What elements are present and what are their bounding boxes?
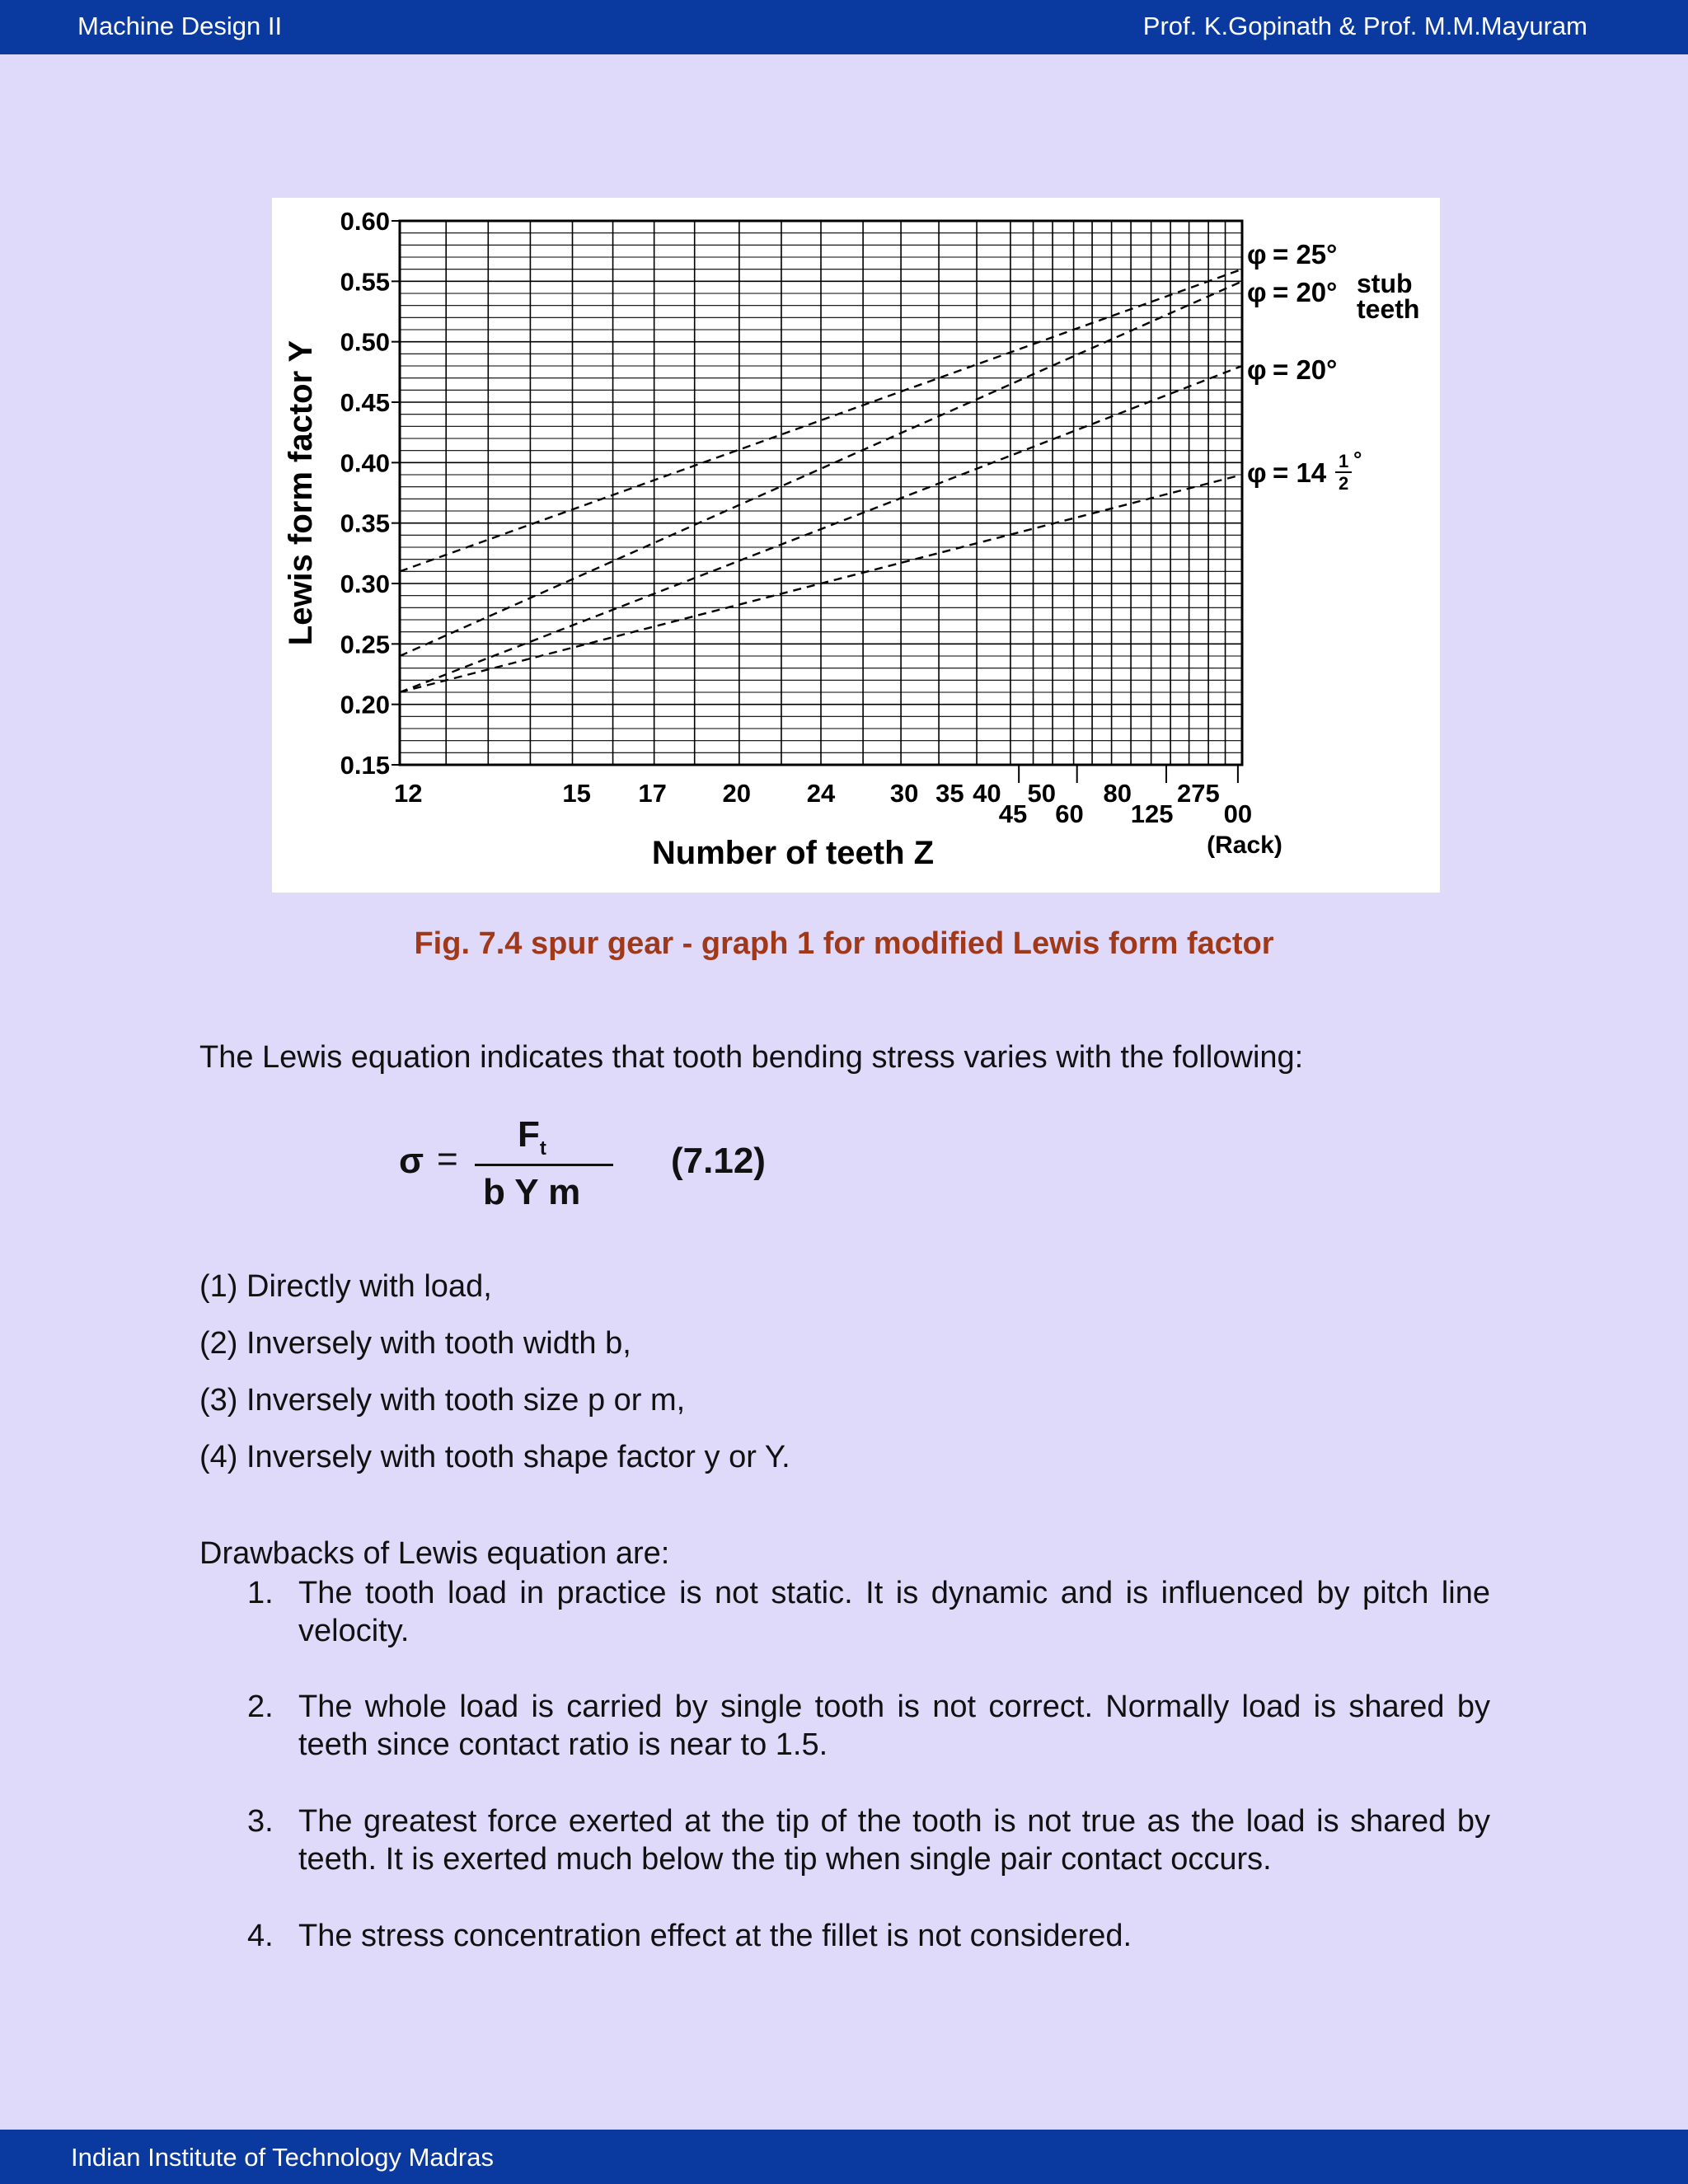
x-tick-label: 30 — [889, 779, 919, 808]
legend-phi14 — [1247, 447, 1362, 494]
x-tick-label: 20 — [722, 779, 752, 808]
phi14-label: = 14 — [1273, 457, 1327, 488]
phi14-degree: ° — [1353, 447, 1362, 471]
x-tick-label: 15 — [562, 779, 591, 808]
equation-denominator: b Y m — [483, 1172, 581, 1212]
y-axis-label: Lewis form factor Y — [283, 340, 319, 646]
x-tick-label: 80 — [1103, 779, 1132, 808]
legend-phi20-stub — [1247, 269, 1419, 324]
y-tick-label: 0.20 — [340, 690, 390, 719]
teeth-label: teeth — [1357, 294, 1420, 324]
y-tick-label: 0.35 — [340, 509, 390, 538]
equation-number: (7.12) — [671, 1141, 766, 1181]
x-tick-label: 45 — [998, 799, 1028, 828]
phi25-label: = 25° — [1273, 239, 1338, 269]
equation-sigma: σ — [399, 1141, 424, 1181]
variation-item: (4) Inversely with tooth shape factor y or Y. — [199, 1440, 790, 1474]
y-tick-label: 0.50 — [340, 327, 390, 357]
drawback-text: The greatest force exerted at the tip of the tooth is not true as the load is shared by teeth. It is exerted much below the tip when single pair contact occurs. — [298, 1804, 1490, 1877]
x-tick-label: 125 — [1130, 799, 1174, 828]
institute-name: Indian Institute of Technology Madras — [71, 2143, 494, 2172]
x-tick-label: 35 — [935, 779, 964, 808]
y-tick-label: 0.45 — [340, 388, 390, 417]
phi20-label: = 20° — [1273, 354, 1338, 385]
x-tick-label: 60 — [1055, 799, 1084, 828]
chart-svg — [272, 198, 1440, 893]
variation-item: (3) Inversely with tooth size p or m, — [199, 1383, 686, 1418]
footer-bar — [0, 2130, 1688, 2184]
x-tick-label: 17 — [638, 779, 667, 808]
drawback-text: The stress concentration effect at the fillet is not considered. — [298, 1919, 1132, 1953]
x-tick-label: 40 — [973, 779, 1001, 808]
y-tick-label: 0.60 — [340, 207, 390, 236]
fraction-bar — [475, 1164, 613, 1166]
y-axis-ticks — [340, 207, 400, 780]
x-tick-label: 275 — [1176, 779, 1220, 808]
legend-phi20 — [1247, 354, 1337, 385]
variation-item: (2) Inversely with tooth width b, — [199, 1326, 631, 1361]
drawback-number: 1. — [247, 1576, 274, 1610]
variation-item: (1) Directly with load, — [199, 1269, 492, 1304]
y-tick-label: 0.40 — [340, 448, 390, 478]
stub-label: stub — [1357, 269, 1413, 298]
drawback-text: The tooth load in practice is not static. It is dynamic and is influenced by pitch line velocity. — [298, 1576, 1490, 1648]
numerator-subscript: t — [539, 1137, 546, 1160]
drawback-number: 4. — [247, 1919, 274, 1953]
course-title: Machine Design II — [77, 12, 283, 40]
phi14-frac-num: 1 — [1339, 451, 1349, 471]
equation-numerator — [518, 1114, 546, 1160]
phi14-frac-den: 2 — [1339, 473, 1349, 494]
authors: Prof. K.Gopinath & Prof. M.M.Mayuram — [1142, 12, 1587, 40]
x-tick-label: 24 — [806, 779, 836, 808]
x-rack-label: (Rack) — [1207, 832, 1282, 859]
x-tick-label: 50 — [1027, 779, 1057, 808]
phi-symbol: φ — [1247, 277, 1267, 307]
x-tick-label: 12 — [393, 779, 423, 808]
y-tick-label: 0.15 — [340, 751, 390, 780]
y-tick-label: 0.25 — [340, 630, 390, 659]
x-tick-label: 00 — [1223, 799, 1253, 828]
equation-equals: = — [437, 1139, 458, 1179]
drawback-number: 2. — [247, 1690, 274, 1724]
phi-symbol: φ — [1247, 457, 1267, 488]
intro-text: The Lewis equation indicates that tooth bending stress varies with the following: — [199, 1040, 1304, 1075]
x-axis-ticks — [394, 765, 1252, 828]
vertical-gridlines — [446, 221, 1225, 765]
x-axis-label: Number of teeth Z — [651, 835, 935, 871]
legend-phi25 — [1247, 239, 1337, 269]
figure-caption: Fig. 7.4 spur gear - graph 1 for modified Lewis form factor — [414, 926, 1274, 961]
drawbacks-heading: Drawbacks of Lewis equation are: — [199, 1536, 670, 1571]
header-bar — [0, 0, 1688, 54]
phi-symbol: φ — [1247, 354, 1267, 385]
lewis-equation — [399, 1114, 893, 1221]
drawback-text: The whole load is carried by single tooth is not correct. Normally load is shared by teeth since contact ratio is near to 1.5. — [298, 1690, 1490, 1762]
drawback-number: 3. — [247, 1804, 274, 1839]
phi20stub-label: = 20° — [1273, 277, 1338, 307]
y-tick-label: 0.55 — [340, 267, 390, 297]
numerator-symbol: F — [518, 1114, 540, 1155]
phi-symbol: φ — [1247, 239, 1267, 269]
y-tick-label: 0.30 — [340, 569, 390, 598]
lewis-form-factor-chart — [272, 198, 1440, 893]
